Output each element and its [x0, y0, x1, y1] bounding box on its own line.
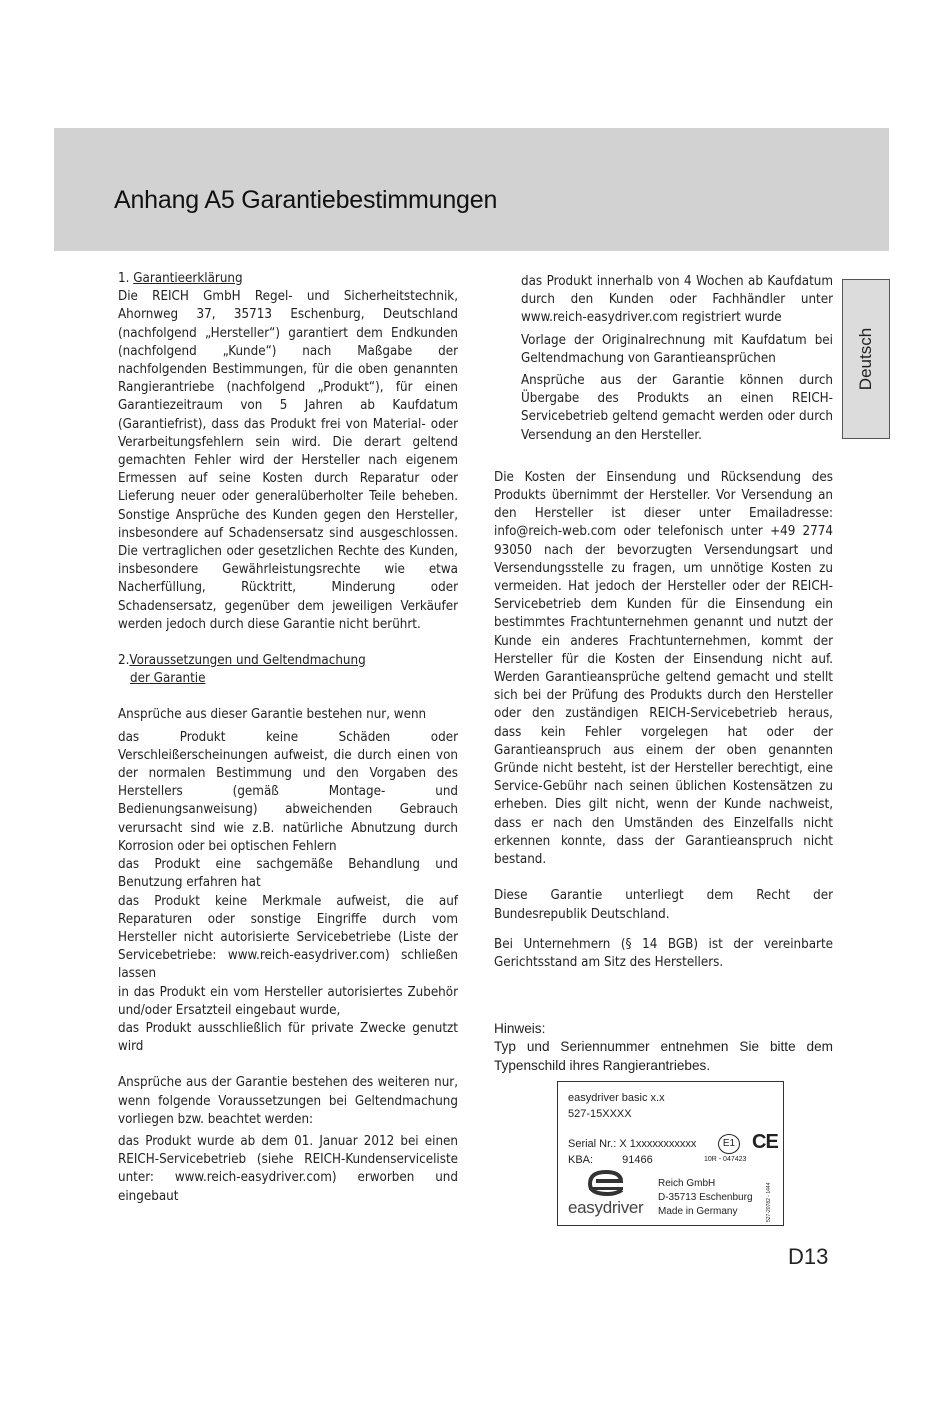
- plate-kba: KBA: 91466: [568, 1154, 653, 1166]
- list-item: in das Produkt ein vom Hersteller autorisiertes Zubehör und/oder Ersatzteil eingebaut wurde,: [118, 984, 458, 1018]
- plate-approval: 10R - 047423: [704, 1156, 747, 1163]
- section-1-number: 1.: [118, 271, 130, 286]
- page-number: D13: [788, 1244, 829, 1269]
- list-item: das Produkt wurde ab dem 01. Januar 2012 bei einen REICH-Servicebetrieb (siehe REICH-Kundenserviceliste unter: www.reich-easydriver.com) erworben und eingebaut: [118, 1133, 458, 1204]
- section-2-number: 2.: [118, 653, 130, 669]
- language-tab: [842, 279, 890, 439]
- list-item: das Produkt keine Schäden oder Verschleißerscheinungen aufweist, die durch einen von der normalen Bestimmung und den Vorgaben des Herstellers (gemäß Montage- und Bedienungsanweisung) abweichenden Gebrauch verursacht sind wie z.B. natürliche Abnutzung durch Korrosion oder bei optischen Fehlern: [118, 729, 458, 854]
- e1-mark: E1: [718, 1134, 740, 1154]
- plate-maker: Reich GmbH: [658, 1178, 716, 1189]
- section-1-title: Garantieerklärung: [133, 271, 243, 286]
- type-plate: [557, 1081, 784, 1226]
- section-2-heading: [118, 652, 458, 688]
- plate-origin: Made in Germany: [658, 1206, 738, 1217]
- list-item: Ansprüche aus der Garantie können durch Übergabe des Produkts an einen REICH-Servicebetrieb geltend gemacht werden oder durch Versendung an den Hersteller.: [521, 373, 833, 443]
- hint-text: Typ und Seriennummer entnehmen Sie bitte dem Typenschild ihres Rangierantriebes.: [494, 1039, 833, 1073]
- law-paragraph: Diese Garantie unterliegt dem Recht der Bundesrepublik Deutschland.: [494, 888, 833, 922]
- right-column: [494, 273, 833, 1075]
- section-2-intro: Ansprüche aus dieser Garantie bestehen nur, wenn: [118, 707, 427, 723]
- page-title: Anhang A5 Garantiebestimmungen: [114, 186, 498, 214]
- list-item: das Produkt keine Merkmale aufweist, die auf Reparaturen oder sonstige Eingriffe durch vom Hersteller nicht autorisierte Servicebetriebe (Liste der Servicebetriebe: www.reich-easydriver.com) schließen lassen: [118, 893, 458, 982]
- costs-paragraph: Die Kosten der Einsendung und Rücksendung des Produkts übernimmt der Hersteller. Vor Versendung an den Hersteller ist dieser unter Emailadresse: info@reich-web.com oder telefonisch unter +49 2774 93050 nach der bevorzugten Versendungsart und Versendungsstelle zu fragen, um unnötige Kosten zu vermeiden. Hat jedoch der Hersteller oder der REICH-Servicebetrieb dem Kunden für die Einsendung ein bestimmtes Frachtunternehmen genannt und nutzt der Kunde ein anderes Frachtunternehmen, kommt der Hersteller für die Kosten der Einsendung nicht auf. Werden Garantieansprüche geltend gemacht und stellt sich bei der Prüfung des Produkts durch den Hersteller oder den zuständigen REICH-Servicebetrieb heraus, dass kein Fehler vorgelegen hat oder der Garantieanspruch aus einem der oben genannten Gründe nicht besteht, ist der Hersteller berechtigt, eine Service-Gebühr nach seinen üblichen Kostensätzen zu erheben. Dies gilt nicht, wenn der Kunde nachweist, dass er nach den Umständen des Einzelfalls nicht erkennen konnte, dass der Garantieanspruch nicht bestand.: [494, 469, 833, 868]
- ce-mark: CE: [752, 1131, 778, 1153]
- language-tab-label: Deutsch: [856, 327, 875, 391]
- list-item: Vorlage der Originalrechnung mit Kaufdatum bei Geltendmachung von Garantieansprüchen: [521, 332, 833, 366]
- list-item: das Produkt innerhalb von 4 Wochen ab Kaufdatum durch den Kunden oder Fachhändler unter www.reich-easydriver.com registriert wurde: [521, 274, 833, 326]
- plate-brand: easydriver: [568, 1198, 644, 1217]
- hint-label: Hinweis:: [494, 1021, 546, 1037]
- section-1-heading: [118, 270, 458, 288]
- list-item: das Produkt ausschließlich für private Zwecke genutzt wird: [118, 1020, 458, 1055]
- header-banner: [54, 128, 889, 251]
- section-2-intro-2: Ansprüche aus der Garantie bestehen des weiteren nur, wenn folgende Voraussetzungen bei Geltendmachung vorliegen bzw. beachtet werden:: [118, 1075, 458, 1127]
- plate-address: D-35713 Eschenburg: [658, 1192, 753, 1203]
- left-column: [118, 270, 458, 1206]
- section-2-title-cont: der Garantie: [130, 671, 206, 687]
- plate-model: easydriver basic x.x: [568, 1092, 665, 1104]
- plate-side-code: 527-20782 - 1444: [766, 1182, 772, 1222]
- list-item: das Produkt eine sachgemäße Behandlung und Benutzung erfahren hat: [118, 857, 458, 891]
- venue-paragraph: Bei Unternehmern (§ 14 BGB) ist der vereinbarte Gerichtsstand am Sitz des Herstellers.: [494, 936, 833, 970]
- plate-part-number: 527-15XXXX: [568, 1108, 632, 1120]
- section-1-body: Die REICH GmbH Regel- und Sicherheitstechnik, Ahornweg 37, 35713 Eschenburg, Deutschland (nachfolgend „Hersteller“) garantiert dem Endkunden (nachfolgend „Kunde“) nach Maßgabe der nachfolgenden Bestimmungen, für die oben genannten Rangierantriebe (nachfolgend „Produkt“), für einen Garantiezeitraum von 5 Jahren ab Kaufdatum (Garantiefrist), dass das Produkt frei von Material- oder Verarbeitungsfehlern sein wird. Die derart geltend gemachten Fehler wird der Hersteller nach eigenem Ermessen auf seine Kosten durch Reparatur oder Lieferung neuer oder generalüberholter Teile beheben. Sonstige Ansprüche des Kunden gegen den Hersteller, insbesondere auf Schadensersatz sind ausgeschlossen. Die vertraglichen oder gesetzlichen Rechte des Kunden, insbesondere Gewährleistungsrechte wie etwa Nacherfüllung, Rücktritt, Minderung oder Schadensersatz, gegenüber dem jeweiligen Verkäufer werden jedoch durch diese Garantie nicht berührt.: [118, 289, 458, 632]
- plate-serial: Serial Nr.: X 1xxxxxxxxxxx: [568, 1138, 697, 1150]
- section-2-title: Voraussetzungen und Geltendmachung: [129, 653, 366, 669]
- easydriver-logo-icon: [586, 1170, 626, 1196]
